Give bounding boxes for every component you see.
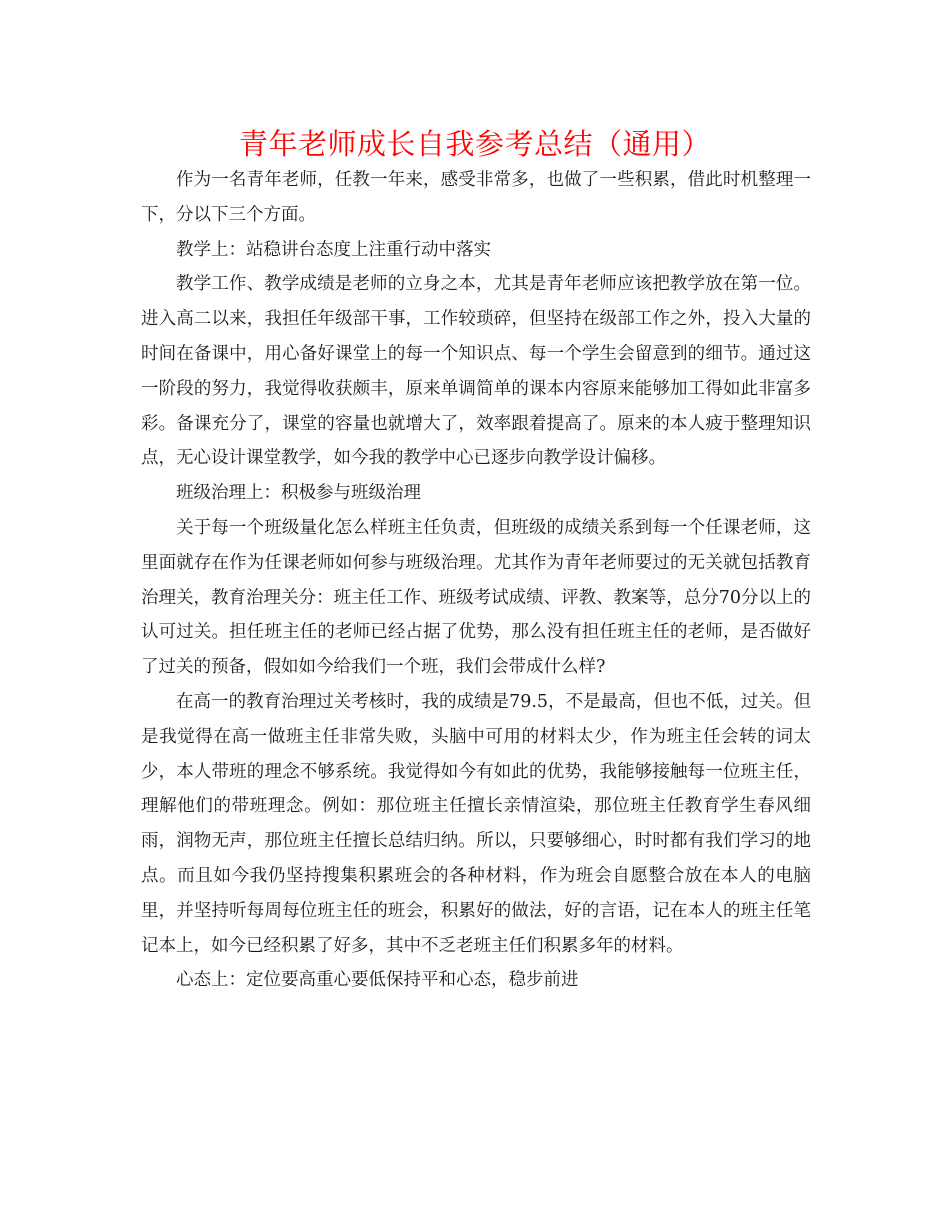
document-title: 青年老师成长自我参考总结（通用） (238, 127, 711, 161)
section-heading-teaching: 教学上：站稳讲台态度上注重行动中落实 (176, 239, 491, 260)
class-management-paragraph: 关于每一个班级量化怎么样班主任负责，但班级的成绩关系到每一个任课老师，这里面就存在作为任课老师如何参与班级治理。尤其作为青年老师要过的无关就包括教育治理关，教育治理关分：班主任工作、班级考试成绩、评教、教案等，总分70分以上的认可过关。担任班主任的老师已经占据了优势，那么没有担任班主任的老师，是否做好了过关的预备，假如如今给我们一个班，我们会带成什么样? (141, 517, 811, 678)
document-body (141, 163, 811, 998)
assessment-paragraph: 在高一的教育治理过关考核时，我的成绩是79.5，不是最高，但也不低，过关。但是我觉得在高一做班主任非常失败，头脑中可用的材料太少，作为班主任会转的词太少，本人带班的理念不够系统。我觉得如今有如此的优势，我能够接触每一位班主任，理解他们的带班理念。例如：那位班主任擅长亲情渲染，那位班主任教育学生春风细雨，润物无声，那位班主任擅长总结归纳。所以，只要够细心，时时都有我们学习的地点。而且如今我仍坚持搜集积累班会的各种材料，作为班会自愿整合放在本人的电脑里，并坚持听每周每位班主任的班会，积累好的做法，好的言语，记在本人的班主任笔记本上，如今已经积累了好多，其中不乏老班主任们积累多年的材料。 (141, 691, 811, 956)
teaching-paragraph: 教学工作、教学成绩是老师的立身之本，尤其是青年老师应该把教学放在第一位。进入高二以来，我担任年级部干事，工作较琐碎，但坚持在级部工作之外，投入大量的时间在备课中，用心备好课堂上的每一个知识点、每一个学生会留意到的细节。通过这一阶段的努力，我觉得收获颇丰，原来单调简单的课本内容原来能够加工得如此非富多彩。备课充分了，课堂的容量也就增大了，效率跟着提高了。原来的本人疲于整理知识点，无心设计课堂教学，如今我的教学中心已逐步向教学设计偏移。 (141, 274, 811, 469)
section-heading-class-management: 班级治理上：积极参与班级治理 (176, 483, 421, 504)
section-heading-mindset: 心态上：定位要高重心要低保持平和心态，稳步前进 (176, 970, 579, 991)
intro-paragraph: 作为一名青年老师，任教一年来，感受非常多，也做了一些积累，借此时机整理一下，分以下三个方面。 (141, 170, 811, 225)
